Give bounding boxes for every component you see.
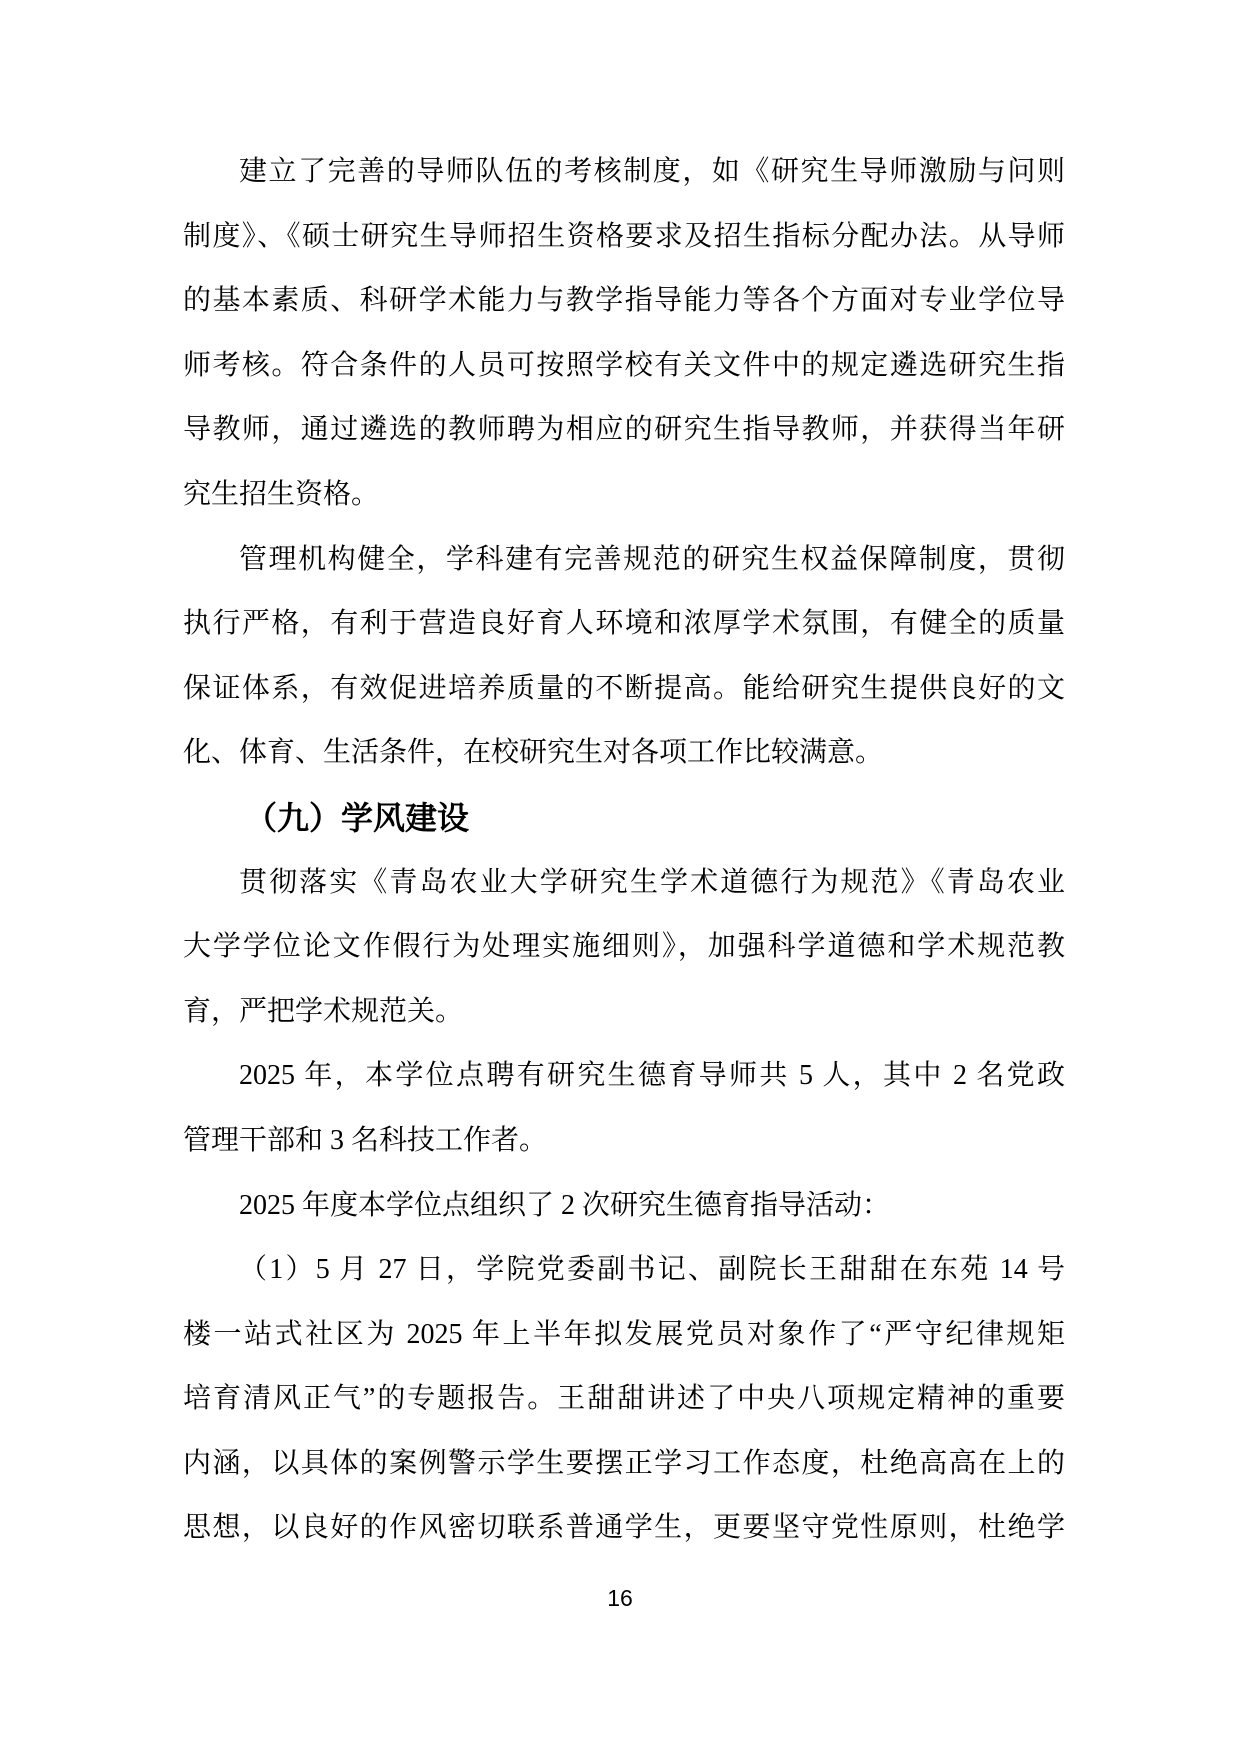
document-line: 保证体系，有效促进培养质量的不断提高。能给研究生提供良好的文 (183, 672, 1065, 704)
document-line: 管理机构健全，学科建有完善规范的研究生权益保障制度，贯彻 (239, 543, 1065, 575)
document-line: 化、体育、生活条件，在校研究生对各项工作比较满意。 (183, 737, 884, 769)
document-line: 建立了完善的导师队伍的考核制度，如《研究生导师激励与问则 (239, 156, 1065, 187)
page-number: 16 (607, 1585, 633, 1611)
document-line: （1）5 月 27 日，学院党委副书记、副院长王甜甜在东苑 14 号 (239, 1254, 1065, 1286)
document-line: 导教师，通过遴选的教师聘为相应的研究生指导教师，并获得当年研 (183, 414, 1065, 446)
document-line: 育，严把学术规范关。 (183, 995, 464, 1027)
document-line: 执行严格，有利于营造良好育人环境和浓厚学术氛围，有健全的质量 (183, 608, 1065, 640)
document-content (183, 140, 1065, 1561)
document-line: 内涵，以具体的案例警示学生要摆正学习工作态度，杜绝高高在上的 (183, 1447, 1065, 1479)
document-line: 究生招生资格。 (183, 478, 380, 510)
document-line: 2025 年，本学位点聘有研究生德育导师共 5 人，其中 2 名党政 (239, 1060, 1065, 1092)
document-line: 制度》、《硕士研究生导师招生资格要求及招生指标分配办法。从导师 (183, 220, 1065, 252)
document-line: 培育清风正气”的专题报告。王甜甜讲述了中央八项规定精神的重要 (183, 1383, 1065, 1415)
document-line: 管理干部和 3 名科技工作者。 (183, 1124, 548, 1156)
document-line: 楼一站式社区为 2025 年上半年拟发展党员对象作了“严守纪律规矩 (183, 1318, 1065, 1350)
section-heading: （九）学风建设 (245, 799, 470, 836)
document-line: 师考核。符合条件的人员可按照学校有关文件中的规定遴选研究生指 (183, 349, 1065, 381)
document-line: 贯彻落实《青岛农业大学研究生学术道德行为规范》《青岛农业 (239, 866, 1065, 898)
document-line: 的基本素质、科研学术能力与教学指导能力等各个方面对专业学位导 (183, 285, 1065, 317)
document-line: 2025 年度本学位点组织了 2 次研究生德育指导活动： (239, 1189, 891, 1221)
document-line: 大学学位论文作假行为处理实施细则》，加强科学道德和学术规范教 (183, 931, 1065, 963)
document-line: 思想，以良好的作风密切联系普通学生，更要坚守党性原则，杜绝学 (183, 1512, 1065, 1544)
